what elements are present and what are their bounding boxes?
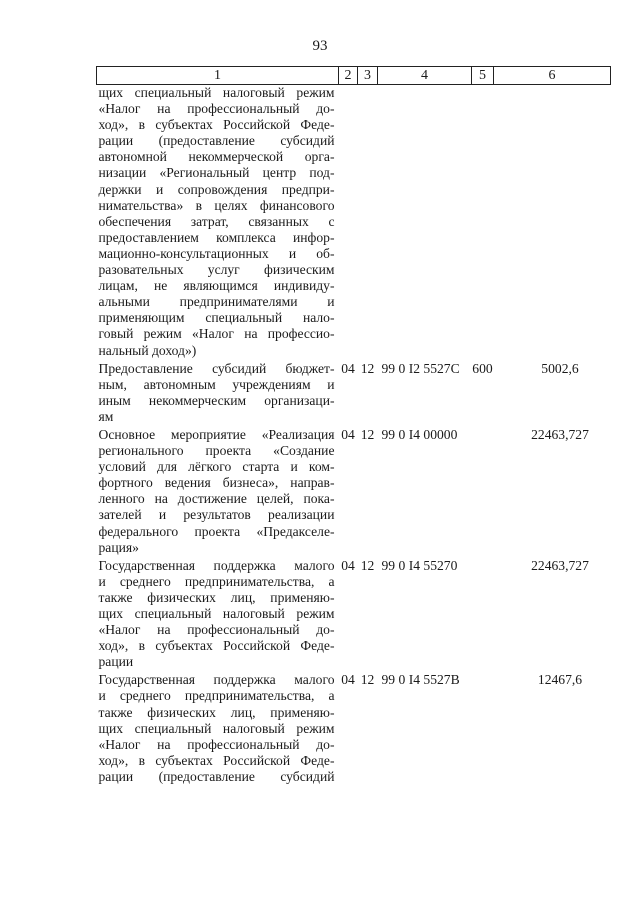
row-name-line: низации «Региональный центр под- bbox=[98, 165, 335, 181]
row-name-line: также физических лиц, применяю- bbox=[98, 589, 335, 605]
table-row bbox=[97, 359, 611, 425]
section-code-cell: 04 bbox=[341, 672, 355, 688]
amount-cell: 12467,6 bbox=[537, 672, 583, 688]
subsection-code-cell: 12 bbox=[360, 557, 375, 573]
row-name-line: федерального проекта «Предакселе- bbox=[98, 523, 335, 539]
page-number: 93 bbox=[312, 38, 328, 54]
table-body bbox=[97, 85, 611, 786]
amount-cell: 5002,6 bbox=[541, 360, 579, 376]
target-article-cell: 99 0 I2 5527C bbox=[381, 360, 460, 376]
target-article-cell: 99 0 I4 55270 bbox=[381, 557, 458, 573]
section-code-cell: 04 bbox=[341, 557, 355, 573]
row-name-line: альными предпринимателями и bbox=[98, 294, 335, 310]
subsection-code-cell: 12 bbox=[360, 672, 375, 688]
row-name-line: нальный доход») bbox=[98, 342, 197, 358]
row-name-line: регионального проекта «Создание bbox=[98, 443, 335, 459]
header-col-2: 2 bbox=[339, 67, 358, 85]
row-name-line: нимательства» в целях финансового bbox=[98, 197, 335, 213]
row-name-line: ям bbox=[98, 408, 114, 424]
header-col-4: 4 bbox=[378, 67, 472, 85]
amount-cell bbox=[494, 85, 611, 359]
table-row bbox=[97, 425, 611, 556]
row-name-line: фортного ведения бизнеса», направ- bbox=[98, 475, 335, 491]
row-name-line: ход», в субъектах Российской Феде- bbox=[98, 117, 335, 133]
row-name-line: также физических лиц, применяю- bbox=[98, 704, 335, 720]
row-name-line: предоставлением комплекса инфор- bbox=[98, 229, 335, 245]
row-name-line: иным некоммерческим организаци- bbox=[98, 392, 335, 408]
table-header bbox=[97, 67, 611, 85]
expense-type-cell bbox=[472, 556, 494, 671]
subsection-code-cell: 12 bbox=[360, 426, 375, 442]
header-row bbox=[97, 67, 611, 85]
row-name-line: рации (предоставление субсидий bbox=[98, 133, 335, 149]
amount-cell: 22463,727 bbox=[531, 557, 589, 573]
row-name-line: «Налог на профессиональный до- bbox=[98, 101, 335, 117]
row-name-line: и среднего предпринимательства, а bbox=[98, 688, 335, 704]
header-col-3: 3 bbox=[358, 67, 378, 85]
row-name-line: и среднего предпринимательства, а bbox=[98, 573, 335, 589]
row-name-line: Государственная поддержка малого bbox=[98, 557, 335, 573]
subsection-code-cell: 12 bbox=[360, 360, 375, 376]
header-col-5: 5 bbox=[472, 67, 494, 85]
row-name-line: щих специальный налоговый режим bbox=[98, 85, 335, 100]
row-name-line: Предоставление субсидий бюджет- bbox=[98, 360, 335, 376]
row-name-line: ход», в субъектах Российской Феде- bbox=[98, 752, 335, 768]
row-name-cell bbox=[97, 85, 339, 359]
subsection-code-cell bbox=[358, 85, 378, 359]
table-row bbox=[97, 556, 611, 671]
row-name-line: говый режим «Налог на профессио- bbox=[98, 326, 335, 342]
row-name-line: обеспечения затрат, связанных с bbox=[98, 213, 335, 229]
row-name-line: ход», в субъектах Российской Феде- bbox=[98, 638, 335, 654]
header-col-6: 6 bbox=[494, 67, 611, 85]
amount-cell: 22463,727 bbox=[531, 426, 589, 442]
expense-type-cell bbox=[472, 85, 494, 359]
row-name-cell bbox=[97, 425, 339, 556]
row-name-line: лицам, не являющимся индивиду- bbox=[98, 278, 335, 294]
row-name-line: рации bbox=[98, 654, 134, 670]
row-name-cell bbox=[97, 359, 339, 425]
target-article-cell bbox=[378, 85, 472, 359]
section-code-cell bbox=[339, 85, 358, 359]
row-name-line: ленного на достижение целей, пока- bbox=[98, 491, 335, 507]
row-name-line: разовательных услуг физическим bbox=[98, 262, 335, 278]
expense-type-cell bbox=[472, 425, 494, 556]
row-name-line: Государственная поддержка малого bbox=[98, 672, 335, 688]
row-name-line: щих специальный налоговый режим bbox=[98, 720, 335, 736]
expense-type-cell bbox=[472, 670, 494, 785]
expense-type-cell: 600 bbox=[472, 360, 493, 376]
row-name-line: рации (предоставление субсидий bbox=[98, 768, 335, 784]
table-row bbox=[97, 85, 611, 359]
row-name-cell bbox=[97, 670, 339, 785]
row-name-line: ным, автономным учреждениям и bbox=[98, 376, 335, 392]
row-name-line: применяющим специальный нало- bbox=[98, 310, 335, 326]
target-article-cell: 99 0 I4 5527B bbox=[381, 672, 460, 688]
section-code-cell: 04 bbox=[341, 426, 355, 442]
row-name-line: условий для лёгкого старта и ком- bbox=[98, 459, 335, 475]
row-name-line: Основное мероприятие «Реализация bbox=[98, 426, 335, 442]
row-name-line: щих специальный налоговый режим bbox=[98, 606, 335, 621]
row-name-cell bbox=[97, 556, 339, 671]
header-col-1: 1 bbox=[97, 67, 339, 85]
row-name-line: мационно-консультационных и об- bbox=[98, 245, 335, 261]
row-name-line: «Налог на профессиональный до- bbox=[98, 736, 335, 752]
row-name-line: «Налог на профессиональный до- bbox=[98, 622, 335, 638]
target-article-cell: 99 0 I4 00000 bbox=[381, 426, 458, 442]
budget-table bbox=[96, 66, 611, 785]
row-name-line: рация» bbox=[98, 539, 139, 555]
section-code-cell: 04 bbox=[341, 360, 355, 376]
row-name-line: зателей и результатов реализации bbox=[98, 507, 335, 523]
table-row bbox=[97, 670, 611, 785]
row-name-line: держки и сопровождения предпри- bbox=[98, 181, 335, 197]
row-name-line: автономной некоммерческой орга- bbox=[98, 149, 335, 165]
